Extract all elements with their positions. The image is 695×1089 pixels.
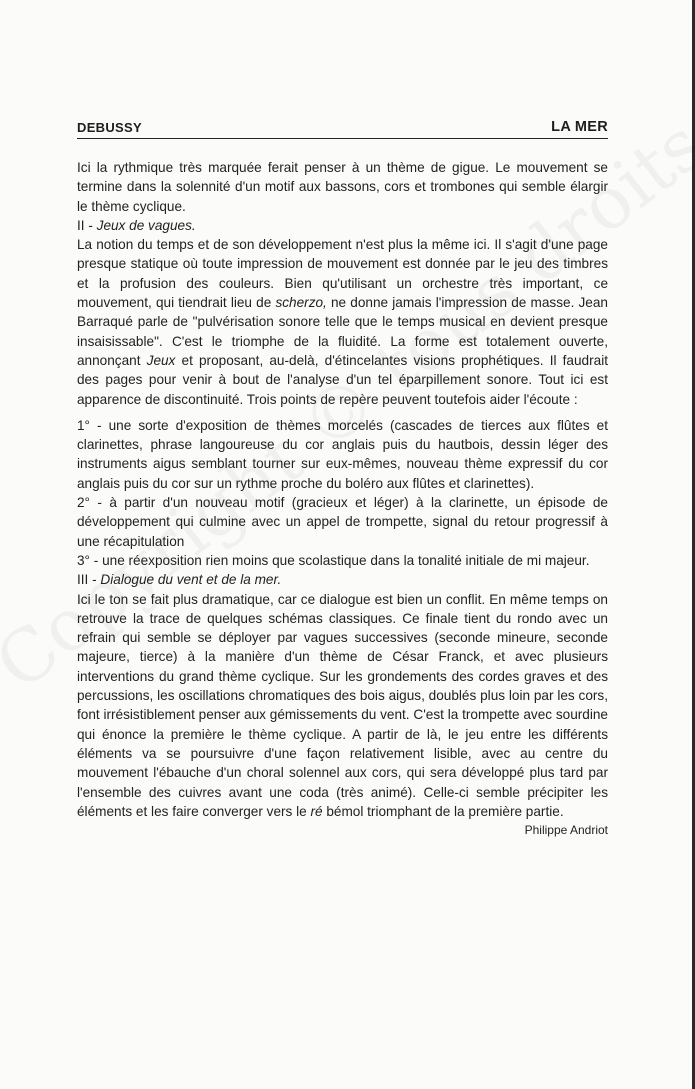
section-3-title: Dialogue du vent et de la mer. [100,572,282,588]
section-2-paragraph [77,235,608,409]
section-2-number: II - [77,217,97,233]
section-2-title: Jeux de vagues. [96,217,196,233]
point-2: 2° - à partir d'un nouveau motif (gracieux et léger) à la clarinette, un épisode de développement qui culmine avec un appel de trompette, signal du retour progressif à une récapitulation [77,495,608,549]
point-1: 1° - une sorte d'exposition de thèmes morcelés (cascades de tierces aux flûtes et clarinettes, phrase langoureuse du cor anglais puis du hautbois, dessin léger des instruments aigus semblant tourner sur eux-mêmes, nouveau thème expressif du cor anglais puis du cor sur un rythme proche du boléro aux flûtes et clarinettes). [77,417,608,491]
point-3: 3° - une réexposition rien moins que scolastique dans la tonalité initiale de mi majeur. [77,552,590,568]
article-body [77,158,608,839]
author-signature: Philippe Andriot [524,823,608,838]
section-2-heading [77,216,608,235]
section-3-paragraph [77,590,608,822]
text-run: ne donne jamais l'impression de masse. Jean Barraqué parle de "pulvérisation sonore telle que le temps musical en devient presque insaisissable". C'est le triomphe de la fluidité. La forme est totalement ouverte, annonçant [77,295,608,368]
text-run: Ici le ton se fait plus dramatique, car ce dialogue est bien un conflit. En même temps on retrouve la trace de quelques schémas classiques. Ce finale tient du rondo avec un refrain qui semble se déployer par vagues successives (seconde mineure, seconde majeure, tierce) à la manière d'un thème de César Franck, et avec plusieurs interventions du grand thème cyclique. Sur les grondements des cordes graves et des percussions, les oscillations chromatiques des bois aigus, doublés plus loin par les cors, font irrésistiblement penser aux gémissements du vent. C'est la trompette avec sourdine qui énonce la première le thème cyclique. A partir de là, le jeu entre les différents éléments va se poursuivre d'une façon relativement lisible, avec au centre du mouvement l'ébauche d'un choral solennel aux cors, qui sera développé plus tard par l'ensemble des cuivres avant une coda (très animé). Celle-ci semble précipiter les éléments et les faire converger vers le [77,591,608,819]
italic-term: Jeux [146,352,176,368]
header-composer: DEBUSSY [77,120,142,135]
section-3-heading [77,570,608,589]
italic-term: ré [310,803,323,819]
text-run: bémol triomphant de la première partie. [322,803,564,819]
running-header [77,116,608,139]
text-run: La notion du temps et de son développement n'est plus la même ici. Il s'agit d'une page presque statique où toute impression de mouvement est donnée par le jeu des timbres et la profusion des couleurs. Bien qu'utilisant un orchestre très important, ce mouvement, qui tiendrait lieu de [77,237,608,311]
italic-term: scherzo, [275,295,327,311]
section-3-number: III - [77,572,101,588]
text-run: et proposant, au-delà, d'étincelantes visions prophétiques. Il faudrait des pages pour venir à bout de l'analyse d'un tel éparpillement sonore. Tout ici est apparence de discontinuité. Trois points de repère peuvent toutefois aider l'écoute : [77,352,608,407]
intro-paragraph: Ici la rythmique très marquée ferait penser à un thème de gigue. Le mouvement se termine dans la solennité d'un motif aux bassons, cors et trombones qui semble élargir le thème cyclique. [77,160,608,214]
header-work-title: LA MER [551,119,608,135]
